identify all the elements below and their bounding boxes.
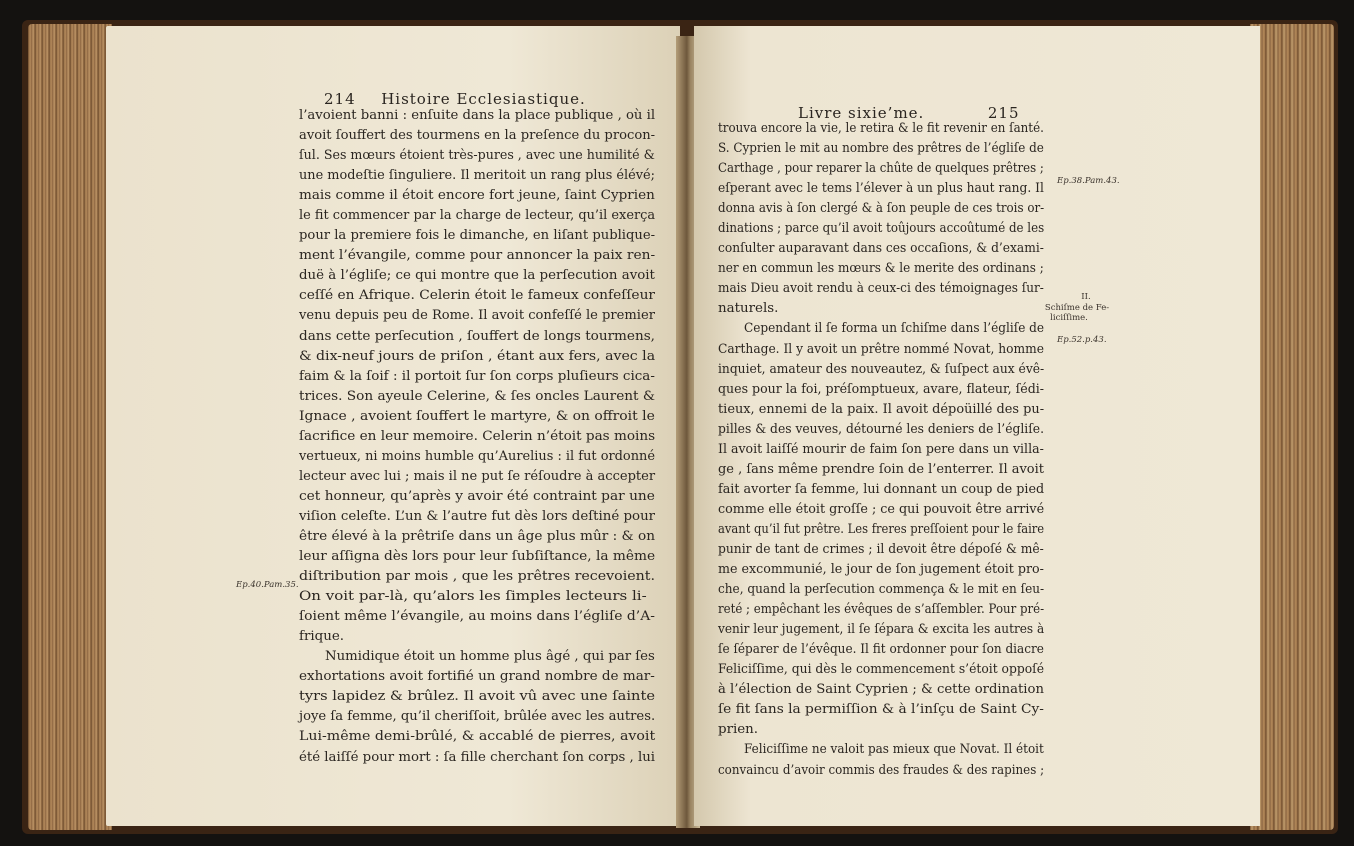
text-line: ner en commun les mœurs & le merite des ordinans ; [718,261,1044,277]
text-line: être élevé à la prêtriſe dans un âge plus mûr : & on [299,528,656,544]
text-line: ſe ſéparer de l’évêque. Il fit ordonner pour ſon diacre [718,642,1044,658]
text-line: ment l’évangile, comme pour annoncer la paix ren- [299,248,656,264]
text-line: leur aſſigna dès lors pour leur ſubſiſtance, la même [299,549,656,565]
text-line: trouva encore la vie, le retira & le fit revenir en ſanté. [718,121,1044,136]
text-line: diſtribution par mois , que les prêtres recevoient. [299,569,656,585]
text-line: comme elle étoit groſſe ; ce qui pouvoit être arrivé [718,501,1045,517]
text-line: prien. [718,722,759,738]
left-page-edges [28,24,112,830]
text-line: l’avoient banni : enſuite dans la place publique , où il [299,108,656,123]
text-line: ge , ſans même prendre ſoin de l’enterrer. Il avoit [718,461,1044,477]
right-body-text [718,119,1044,781]
text-line: frique. [299,629,345,645]
left-page-number: 214 [324,90,356,108]
text-line: ſoient même l’évangile, au moins dans l’égliſe d’A- [299,609,655,625]
text-line: pilles & des veuves, détourné les deniers de l’égliſe. [718,421,1044,437]
text-line: convaincu d’avoir commis des fraudes & des rapines ; [718,762,1045,778]
text-line: eſperant avec le tems l’élever à un plus haut rang. Il [718,181,1044,197]
text-line: reté ; empêchant les évêques de s’aſſembler. Pour pré- [718,602,1045,618]
text-line: conſulter auparavant dans ces occaſions, & d’exami- [718,241,1044,257]
text-line: le fit commencer par la charge de lecteur, qu’il exerça [299,208,656,224]
text-line: ſul. Ses mœurs étoient très-pures , avec une humilité & [299,148,655,164]
text-line: avoit ſouffert des tourmens en la preſence du procon- [299,128,656,144]
text-line: Numidique étoit un homme plus âgé , qui par ſes [325,649,655,665]
text-line: inquiet, amateur des nouveautez, & ſuſpect aux évê- [718,361,1045,377]
right-margin-note-ep52: Ep.52.p.43. [1057,335,1107,345]
text-line: duë à l’égliſe; ce qui montre que la perſecution avoit [299,268,655,284]
text-line: cet honneur, qu’après y avoir été contraint par une [299,488,655,504]
text-line: ceſſé en Afrique. Celerin étoit le fameux confeſſeur [299,288,656,304]
text-line: naturels. [718,301,779,317]
section-title-line-2: liciſſime. [1050,313,1088,323]
right-page-edges [1250,24,1334,830]
text-line: Ignace , avoient ſouffert le martyre, & on offroit le [299,408,655,424]
text-line: venu depuis peu de Rome. Il avoit confeſſé le premier [299,308,655,324]
text-line: punir de tant de crimes ; il devoit être dépoſé & mê- [718,541,1044,557]
text-line: joye ſa femme, qu’il cheriſſoit, brûlée avec les autres. [299,709,656,725]
text-line: S. Cyprien le mit au nombre des prêtres de l’égliſe de [718,141,1044,157]
text-line: me excommunié, le jour de ſon jugement étoit pro- [718,562,1044,578]
text-line: avant qu’il fut prêtre. Les freres preſſoient pour le faire [718,521,1045,537]
left-page [106,26,680,826]
text-line: mais comme il étoit encore fort jeune, ſaint Cyprien [299,188,655,204]
text-line: faim & la ſoif : il portoit ſur ſon corps pluſieurs cica- [299,368,655,384]
text-line: Il avoit laiſſé mourir de faim ſon pere dans un villa- [718,441,1044,457]
text-line: été laiſſé pour mort : ſa fille cherchant ſon corps , lui [299,749,656,765]
text-line: & dix-neuf jours de priſon , étant aux fers, avec la [299,348,656,364]
text-line: Cependant il ſe forma un ſchiſme dans l’égliſe de [744,321,1045,337]
text-line: trices. Son ayeule Celerine, & ſes oncles Laurent & [299,388,656,404]
right-page [694,26,1260,826]
text-line: ſe fit ſans la permiſſion & à l’inſçu de Saint Cy- [718,702,1044,718]
text-line: exhortations avoit fortifié un grand nombre de mar- [299,669,655,685]
text-line: Carthage , pour reparer la chûte de quelques prêtres ; [718,161,1044,177]
text-line: Carthage. Il y avoit un prêtre nommé Novat, homme [718,341,1044,357]
text-line: Feliciſſime, qui dès le commencement s’étoit oppoſé [718,662,1045,678]
text-line: mais Dieu avoit rendu à ceux-ci des témoignages ſur- [718,281,1044,297]
text-line: fait avorter ſa femme, lui donnant un coup de pied [718,481,1045,497]
text-line: à l’élection de Saint Cyprien ; & cette ordination [718,682,1044,698]
text-line: che, quand la perſecution commença & le mit en ſeu- [718,582,1045,598]
right-page-number: 215 [987,104,1020,122]
text-line: On voit par-là, qu’alors les ſimples lecteurs li- [299,589,647,605]
left-body-text [299,106,655,768]
text-line: lecteur avec lui ; mais il ne put ſe réſoudre à accepter [299,468,656,484]
text-line: ſacrifice en leur memoire. Celerin n’étoit pas moins [299,428,656,444]
text-line: pour la premiere fois le dimanche, en liſant publique- [299,228,656,244]
text-line: dinations ; parce qu’il avoit toûjours accoûtumé de les [718,221,1045,237]
text-line: venir leur jugement, il ſe ſépara & excita les autres à [718,622,1045,638]
left-running-title: Histoire Ecclesiastique. [381,90,586,108]
left-margin-note: Ep.40.Pam.35. [236,580,299,590]
text-line: Lui-même demi-brûlé, & accablé de pierres, avoit [299,729,656,745]
section-number: II. [1081,292,1091,302]
text-line: ques pour la foi, préſomptueux, avare, flateur, ſédi- [718,381,1045,397]
text-line: Feliciſſime ne valoit pas mieux que Novat. Il étoit [744,742,1044,758]
text-line: vertueux, ni moins humble qu’Aurelius : il fut ordonné [299,448,656,464]
text-line: donna avis à ſon clergé & à ſon peuple de ces trois or- [718,201,1045,217]
text-line: une modeſtie ſinguliere. Il meritoit un rang plus élévé; [299,168,656,184]
section-title-line-1: Schiſme de Fe- [1044,303,1110,313]
right-margin-note-ep38: Ep.38.Pam.43. [1057,176,1120,186]
text-line: tieux, ennemi de la paix. Il avoit dépoüillé des pu- [718,401,1045,417]
text-line: dans cette perſecution , ſouffert de longs tourmens, [299,328,656,344]
text-line: viſion celeſte. L’un & l’autre fut dès lors deſtiné pour [299,508,656,524]
right-running-title: Livre sixie’me. [798,104,925,122]
text-line: tyrs lapidez & brûlez. Il avoit vû avec une ſainte [299,689,655,705]
